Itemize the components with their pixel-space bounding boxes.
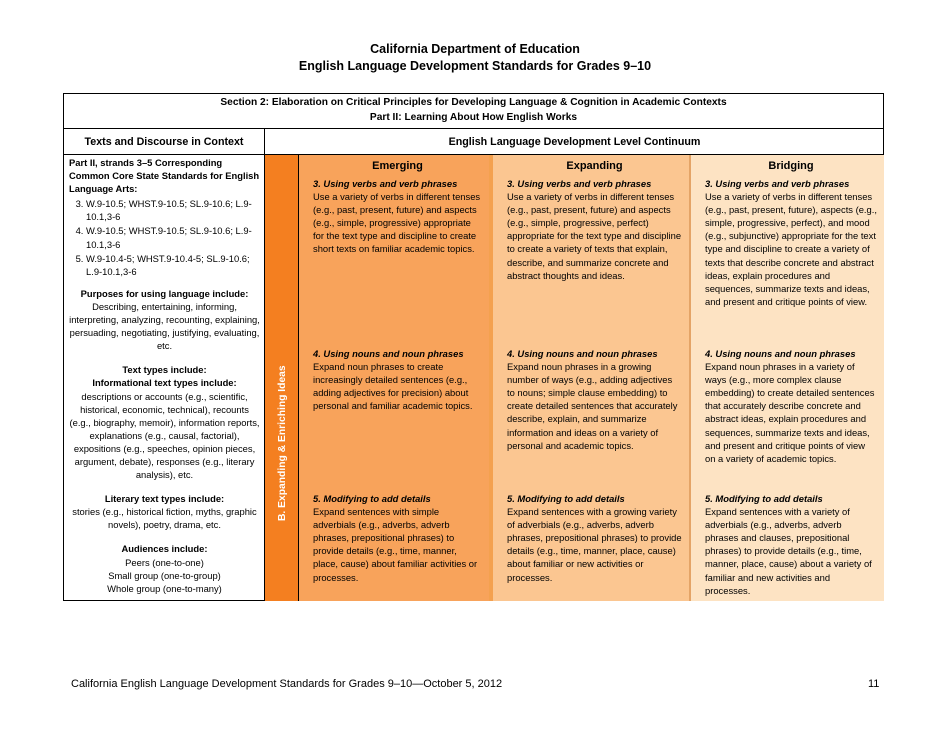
item-title: 5. Modifying to add details — [507, 493, 625, 504]
band-label: B. Expanding & Enriching Ideas — [277, 365, 288, 521]
expanding-item-5 — [507, 492, 682, 584]
item-title: 4. Using nouns and noun phrases — [705, 348, 856, 359]
audience-item: Peers (one-to-one) — [125, 556, 204, 568]
emerging-item-4 — [313, 347, 482, 412]
item-text: Expand noun phrases to create increasingly detailed sentences (e.g., adding adjectives for precision) about personal and familiar academic topics. — [313, 361, 473, 412]
expanding-item-3 — [507, 177, 682, 282]
item-text: Use a variety of verbs in different tenses (e.g., past, present, future) and aspects (e.g., simple, progressive) appropriate for the text type and discipline to create short texts on familiar academic topics. — [313, 191, 481, 255]
item-title: 5. Modifying to add details — [705, 493, 823, 504]
item-text: Expand sentences with a variety of adverbials (e.g., adverbs, adverb phrases and clauses, prepositional phrases) to provide details (e.g., time, manner, place, cause) about a variety of familiar and new activities and processes. — [705, 506, 872, 596]
purposes-text: Describing, entertaining, informing, interpreting, analyzing, recounting, explaining, persuading, negotiating, justifying, evaluating, etc. — [69, 300, 260, 352]
literary-title: Literary text types include: — [104, 493, 225, 505]
item-title: 5. Modifying to add details — [313, 493, 431, 504]
strands-title: Part II, strands 3–5 Corresponding Common Core State Standards for English Language Arts: — [69, 157, 260, 195]
text-types-title: Text types include: — [122, 364, 207, 376]
purposes-title: Purposes for using language include: — [80, 287, 249, 299]
item-title: 4. Using nouns and noun phrases — [313, 348, 464, 359]
audiences-title: Audiences include: — [121, 543, 208, 555]
item-title: 4. Using nouns and noun phrases — [507, 348, 658, 359]
item-text: Use a variety of verbs in different tenses (e.g., past, present, future) and aspects (e.g., simple, progressive, perfect) appropriate for the text type and discipline to create a variety of texts that explain, describe, and summarize concrete and abstract thoughts and ideas. — [507, 191, 682, 281]
item-text: Use a variety of verbs in different tenses (e.g., past, present, future), aspects (e.g., simple, progressive, perfect), and mood (e.g., subjunctive) appropriate for the text type and discipline to create a variety of texts that describe concrete and abstract ideas, explain procedures and sequences, summarize texts and ideas, and present and critique points of view. — [705, 191, 877, 307]
audience-item: Small group (one-to-group) — [108, 569, 221, 581]
footer-text: California English Language Development Standards for Grades 9–10—October 5, 2012 — [71, 678, 503, 690]
item-text: Expand sentences with simple adverbials (e.g., adverbs, adverb phrases, prepositional phrases) to provide details (e.g., time, manner, place, cause) about familiar activities or processes. — [313, 506, 478, 583]
item-text: Expand noun phrases in a variety of ways (e.g., more complex clause embedding) to create detailed sentences that accurately describe concrete and abstract ideas, explain procedures and sequences, summarize texts and ideas, and present and critique points of view on a variety of academic topics. — [705, 361, 875, 464]
standards-list — [69, 197, 260, 278]
texts-discourse-header: Texts and Discourse in Context — [64, 129, 265, 155]
level-continuum-header: English Language Development Level Continuum — [265, 129, 884, 155]
document-subtitle: English Language Development Standards for Grades 9–10 — [298, 59, 652, 73]
item-text: Expand sentences with a growing variety of adverbials (e.g., adverbs, adverb phrases, prepositional phrases) to provide details (e.g., time, manner, place, cause) about familiar or new activities or processes. — [507, 506, 682, 583]
section-title: Section 2: Elaboration on Critical Principles for Developing Language & Cognition in Academic Contexts — [220, 97, 727, 108]
emerging-column — [299, 155, 493, 601]
texts-discourse-cell — [64, 155, 265, 601]
level-heading-expanding: Expanding — [566, 160, 623, 172]
item-title: 3. Using verbs and verb phrases — [507, 178, 652, 189]
expanding-column — [493, 155, 691, 601]
document-title: California Department of Education — [370, 42, 580, 56]
section-header — [64, 94, 883, 129]
item-title: 3. Using verbs and verb phrases — [313, 178, 458, 189]
expanding-item-4 — [507, 347, 682, 452]
informational-text: descriptions or accounts (e.g., scientific, historical, economic, technical), recounts (e.g., biography, memoir), information reports, explanations (e.g., causal, factorial), expositions (e.g., speeches, opinion pieces, argument, debate), responses (e.g., literary analysis), etc. — [69, 390, 260, 481]
emerging-item-3 — [313, 177, 482, 256]
informational-title: Informational text types include: — [92, 377, 237, 389]
literary-text: stories (e.g., historical fiction, myths, graphic novels), poetry, drama, etc. — [72, 506, 257, 531]
standards-table — [63, 93, 884, 601]
item-text: Expand noun phrases in a growing number of ways (e.g., adding adjectives to nouns; simple clause embedding) to create detailed sentences that accurately describe, explain, and summarize information and ideas on a variety of personal and academic topics. — [507, 361, 678, 451]
bridging-item-3 — [705, 177, 877, 308]
standard-item: 5. W.9-10.4-5; WHST.9-10.4-5; SL.9-10.6; L.9-10.1,3-6 — [86, 252, 260, 278]
page-number: 11 — [868, 678, 880, 690]
expanding-enriching-band — [265, 155, 299, 601]
bridging-item-4 — [705, 347, 877, 465]
section-part-title: Part II: Learning About How English Works — [369, 112, 578, 123]
item-title: 3. Using verbs and verb phrases — [705, 178, 850, 189]
standard-item: 3. W.9-10.5; WHST.9-10.5; SL.9-10.6; L.9-10.1,3-6 — [86, 197, 260, 223]
audience-item: Whole group (one-to-many) — [107, 582, 222, 594]
emerging-item-5 — [313, 492, 482, 584]
level-heading-bridging: Bridging — [768, 160, 814, 172]
bridging-item-5 — [705, 492, 877, 597]
level-heading-emerging: Emerging — [372, 160, 423, 172]
bridging-column — [691, 155, 884, 601]
standard-item: 4. W.9-10.5; WHST.9-10.5; SL.9-10.6; L.9-10.1,3-6 — [86, 224, 260, 250]
